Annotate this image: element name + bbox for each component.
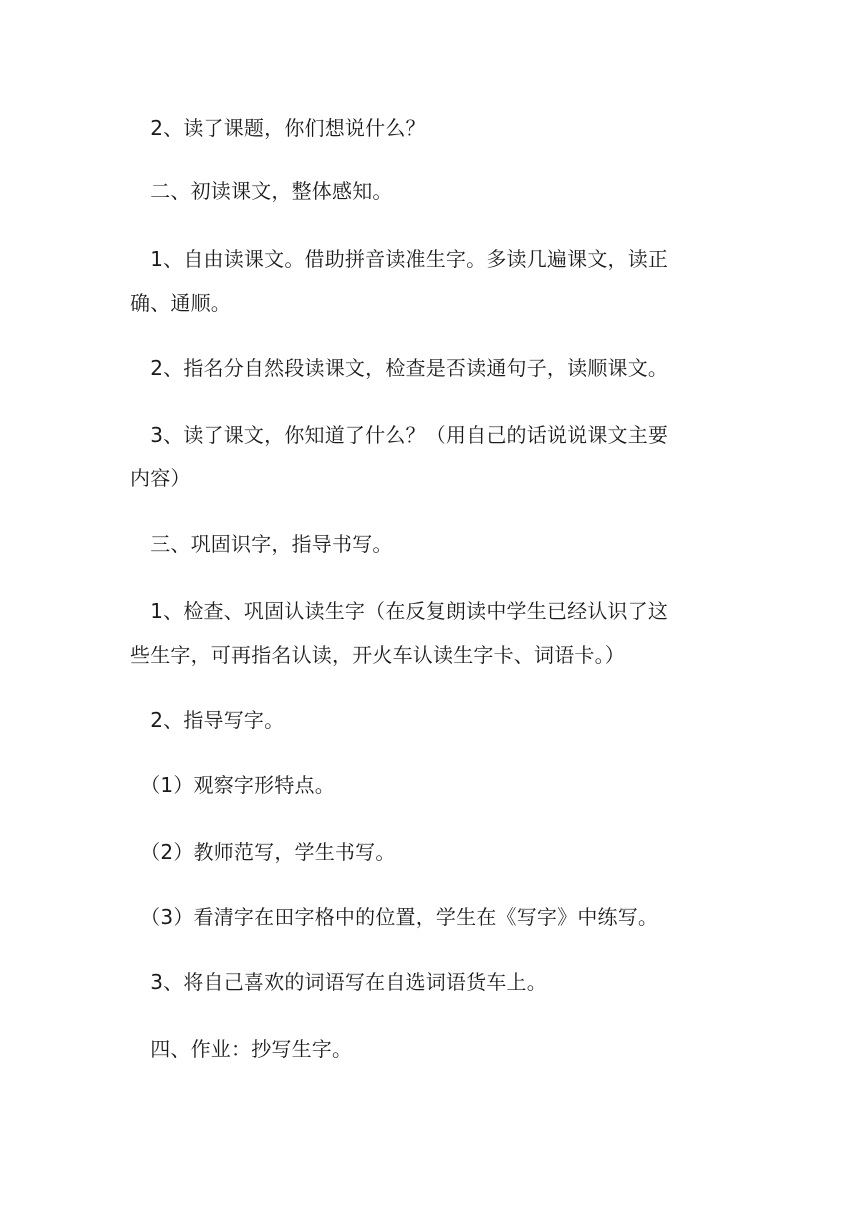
paragraph-line: 3、读了课文，你知道了什么？（用自己的话说说课文主要 (130, 423, 669, 447)
paragraph-line: （2）教师范写，学生书写。 (130, 840, 396, 864)
paragraph-line: 1、自由读课文。借助拼音读准生字。多读几遍课文，读正 (130, 247, 669, 271)
paragraph-line: （3）看清字在田字格中的位置，学生在《写字》中练写。 (130, 905, 659, 929)
paragraph-line: （1）观察字形特点。 (130, 773, 335, 797)
paragraph-line: 3、将自己喜欢的词语写在自选词语货车上。 (130, 970, 547, 994)
paragraph-line: 确、通顺。 (130, 291, 231, 315)
paragraph-line: 1、检查、巩固认读生字（在反复朗读中学生已经认识了这 (130, 599, 669, 623)
section-heading: 二、初读课文，整体感知。 (130, 179, 393, 203)
paragraph-line: 2、读了课题，你们想说什么？ (130, 116, 426, 140)
paragraph-line: 2、指名分自然段读课文，检查是否读通句子，读顺课文。 (130, 356, 669, 380)
paragraph-line: 内容） (130, 466, 191, 490)
section-heading: 四、作业：抄写生字。 (130, 1037, 353, 1061)
paragraph-line: 些生字，可再指名认读，开火车认读生字卡、词语卡。） (130, 643, 625, 667)
paragraph-line: 2、指导写字。 (130, 708, 285, 732)
section-heading: 三、巩固识字，指导书写。 (130, 532, 393, 556)
